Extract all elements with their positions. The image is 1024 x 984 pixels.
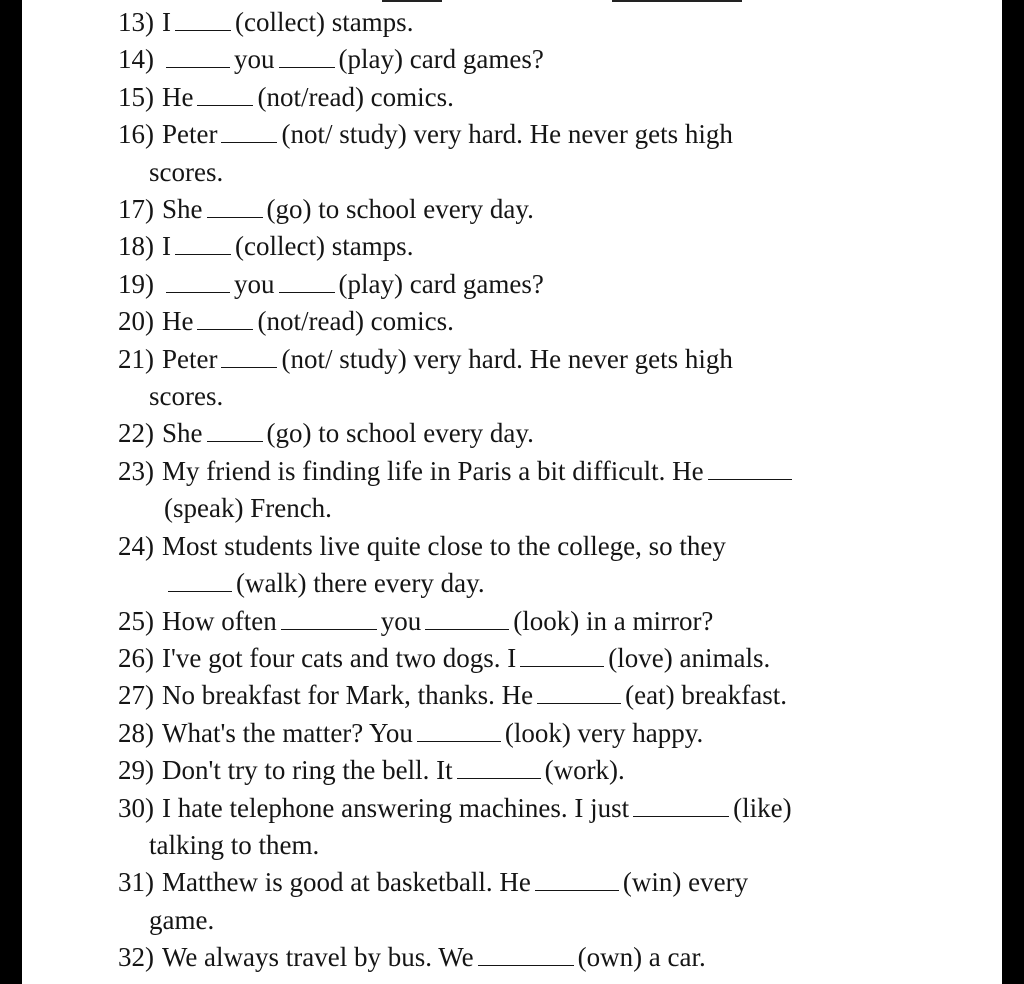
sentence-fragment: (walk) there every day. <box>236 568 485 599</box>
item-text <box>162 266 978 303</box>
item-number: 21) <box>118 343 154 374</box>
sentence-fragment: She <box>162 194 203 225</box>
answer-blank[interactable] <box>197 85 253 106</box>
exercise-item <box>118 228 978 265</box>
sentence-fragment: (not/read) comics. <box>257 81 454 112</box>
worksheet-page <box>22 0 1002 984</box>
cropped-previous-line <box>612 0 742 2</box>
item-text <box>162 41 978 78</box>
answer-blank[interactable] <box>279 47 335 68</box>
sentence-fragment: (go) to school every day. <box>266 418 534 449</box>
sentence-fragment: I hate telephone answering machines. I just <box>162 792 630 823</box>
item-text <box>162 79 978 116</box>
exercise-item <box>118 266 978 303</box>
sentence-fragment: I <box>162 231 171 262</box>
item-continuation <box>118 565 978 602</box>
continuation-text: talking to them. <box>149 829 320 860</box>
exercise-item <box>118 4 978 41</box>
exercise-item <box>118 677 978 714</box>
sentence-fragment: (not/ study) very hard. He never gets high <box>281 343 733 374</box>
item-text <box>162 415 978 452</box>
item-number: 17) <box>118 194 154 225</box>
item-number: 18) <box>118 231 154 262</box>
answer-blank[interactable] <box>175 234 231 255</box>
sentence-fragment: (win) every <box>622 867 749 898</box>
sentence-fragment: Most students live quite close to the college, so they <box>162 530 726 561</box>
exercise-item <box>118 939 978 976</box>
exercise-item <box>118 116 978 153</box>
item-continuation <box>118 490 978 527</box>
answer-blank[interactable] <box>537 683 621 704</box>
exercise-item <box>118 790 978 827</box>
item-continuation <box>118 154 978 191</box>
answer-blank[interactable] <box>207 421 263 442</box>
sentence-fragment: (look) very happy. <box>504 717 704 748</box>
sentence-fragment: (go) to school every day. <box>266 194 534 225</box>
item-number: 16) <box>118 119 154 150</box>
sentence-fragment: How often <box>162 605 277 636</box>
sentence-fragment: He <box>162 306 194 337</box>
exercise-list <box>118 4 978 977</box>
item-number: 29) <box>118 755 154 786</box>
exercise-item <box>118 864 978 901</box>
item-text <box>162 191 978 228</box>
sentence-fragment: (look) in a mirror? <box>513 605 714 636</box>
item-text <box>162 715 978 752</box>
answer-blank[interactable] <box>478 945 574 966</box>
continuation-text: (speak) French. <box>164 493 332 524</box>
answer-blank[interactable] <box>175 10 231 31</box>
sentence-fragment: (work). <box>544 755 625 786</box>
item-number: 23) <box>118 455 154 486</box>
sentence-fragment: (play) card games? <box>338 268 544 299</box>
answer-blank[interactable] <box>166 47 230 68</box>
sentence-fragment: Peter <box>162 119 218 150</box>
sentence-fragment: Peter <box>162 343 218 374</box>
item-text <box>162 939 978 976</box>
sentence-fragment: (collect) stamps. <box>235 7 414 37</box>
sentence-fragment: He <box>162 81 194 112</box>
continuation-text: scores. <box>149 156 224 187</box>
sentence-fragment: She <box>162 418 203 449</box>
answer-blank[interactable] <box>279 272 335 293</box>
item-number: 27) <box>118 680 154 711</box>
answer-blank[interactable] <box>633 796 729 817</box>
item-text <box>162 341 978 378</box>
exercise-item <box>118 603 978 640</box>
answer-blank[interactable] <box>221 122 277 143</box>
answer-blank[interactable] <box>168 571 232 592</box>
sentence-fragment: you <box>234 268 275 299</box>
answer-blank[interactable] <box>425 609 509 630</box>
item-text <box>162 453 978 490</box>
item-text <box>162 790 978 827</box>
answer-blank[interactable] <box>281 609 377 630</box>
item-text <box>162 528 978 565</box>
sentence-fragment: (like) <box>733 792 792 823</box>
exercise-item <box>118 191 978 228</box>
answer-blank[interactable] <box>417 721 501 742</box>
item-number: 15) <box>118 81 154 112</box>
sentence-fragment: (not/ study) very hard. He never gets high <box>281 119 733 150</box>
item-text <box>162 603 978 640</box>
sentence-fragment: What's the matter? You <box>162 717 413 748</box>
item-text <box>162 303 978 340</box>
exercise-item <box>118 640 978 677</box>
item-number: 32) <box>118 942 154 973</box>
sentence-fragment: (not/read) comics. <box>257 306 454 337</box>
continuation-text: game. <box>149 904 215 935</box>
sentence-fragment: I <box>162 7 171 37</box>
exercise-item <box>118 79 978 116</box>
answer-blank[interactable] <box>197 309 253 330</box>
sentence-fragment: Don't try to ring the bell. It <box>162 755 453 786</box>
sentence-fragment: My friend is finding life in Paris a bit difficult. He <box>162 455 704 486</box>
exercise-item <box>118 528 978 565</box>
item-text <box>162 4 978 41</box>
sentence-fragment: (love) animals. <box>608 642 771 673</box>
item-number: 20) <box>118 306 154 337</box>
cropped-previous-line <box>382 0 442 2</box>
answer-blank[interactable] <box>708 459 792 480</box>
item-text <box>162 640 978 677</box>
sentence-fragment: No breakfast for Mark, thanks. He <box>162 680 534 711</box>
sentence-fragment: (collect) stamps. <box>235 231 414 262</box>
answer-blank[interactable] <box>535 870 619 891</box>
exercise-item <box>118 453 978 490</box>
sentence-fragment: We always travel by bus. We <box>162 942 474 973</box>
exercise-item <box>118 41 978 78</box>
item-number: 26) <box>118 642 154 673</box>
answer-blank[interactable] <box>457 758 541 779</box>
answer-blank[interactable] <box>207 197 263 218</box>
item-number: 14) <box>118 44 154 75</box>
exercise-item <box>118 752 978 789</box>
continuation-text: scores. <box>149 381 224 412</box>
exercise-item <box>118 715 978 752</box>
exercise-item <box>118 415 978 452</box>
item-continuation <box>118 378 978 415</box>
sentence-fragment: you <box>234 44 275 75</box>
answer-blank[interactable] <box>221 347 277 368</box>
item-number: 22) <box>118 418 154 449</box>
exercise-item <box>118 303 978 340</box>
answer-blank[interactable] <box>166 272 230 293</box>
item-text <box>162 752 978 789</box>
item-continuation <box>118 827 978 864</box>
exercise-item <box>118 341 978 378</box>
sentence-fragment: (eat) breakfast. <box>625 680 788 711</box>
item-number: 24) <box>118 530 154 561</box>
item-number: 30) <box>118 792 154 823</box>
item-number: 19) <box>118 268 154 299</box>
item-text <box>162 677 978 714</box>
item-text <box>162 228 978 265</box>
sentence-fragment: (play) card games? <box>338 44 544 75</box>
item-number: 28) <box>118 717 154 748</box>
sentence-fragment: Matthew is good at basketball. He <box>162 867 531 898</box>
sentence-fragment: I've got four cats and two dogs. I <box>162 642 517 673</box>
item-number: 31) <box>118 867 154 898</box>
item-number: 13) <box>118 7 154 37</box>
item-continuation <box>118 902 978 939</box>
item-number: 25) <box>118 605 154 636</box>
item-text <box>162 864 978 901</box>
sentence-fragment: you <box>380 605 422 636</box>
sentence-fragment: (own) a car. <box>577 942 706 973</box>
answer-blank[interactable] <box>520 646 604 667</box>
item-text <box>162 116 978 153</box>
